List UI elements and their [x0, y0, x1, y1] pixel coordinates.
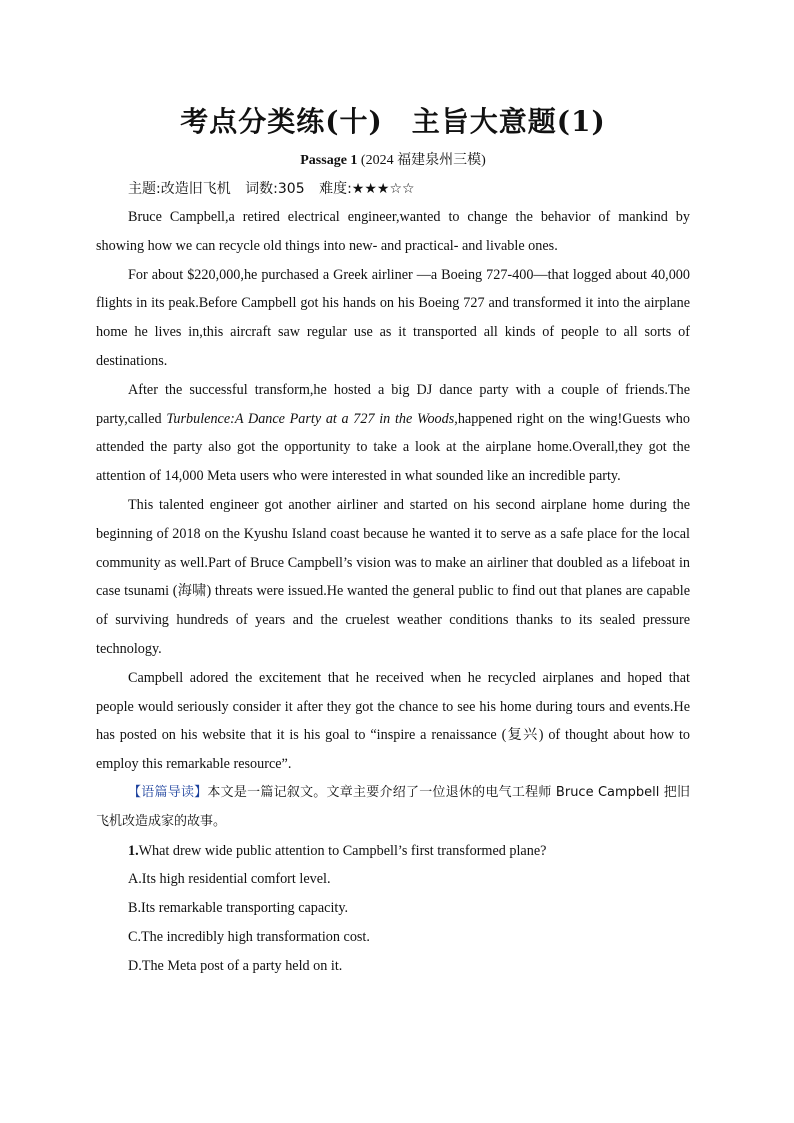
topic-label: 主题:改造旧飞机 — [128, 181, 231, 197]
paragraph-3-before: After the successful transform,he hosted a big DJ dance party with a couple of friends.The party,called — [96, 381, 690, 427]
guide-text: 本文是一篇记叙文。文章主要介绍了一位退休的电气工程师 Bruce Campbell 把旧飞机改造成家的故事。 — [96, 784, 690, 829]
option-a[interactable]: A.Its high residential comfort level. — [128, 871, 331, 888]
passage-label: Passage 1 — [300, 153, 358, 168]
party-name: Turbulence:A Dance Party at a 727 in the Woods — [166, 410, 455, 427]
passage-heading — [96, 149, 690, 169]
passage-meta — [128, 178, 425, 198]
passage-source: (2024 福建泉州三模) — [357, 153, 486, 168]
question-number: 1. — [128, 842, 139, 859]
paragraph-5: Campbell adored the excitement that he received when he recycled airplanes and hoped that people would seriously consider it after they got the chance to see his home during tours and events.He has posted on his website that it is his goal to “inspire a renaissance (复兴) of thought about how to employ this remarkable resource”. — [96, 669, 690, 773]
paragraph-1: Bruce Campbell,a retired electrical engineer,wanted to change the behavior of mankind by showing how we can recycle old things into new- and practical- and livable ones. — [96, 209, 690, 254]
paragraph-4: This talented engineer got another airliner and started on his second airplane home during the beginning of 2018 on the Kyushu Island coast because he wanted it to serve as a safe place for the local community as well.Part of Bruce Campbell’s vision was to make an airliner that doubled as a lifeboat in case tsunami (海啸) threats were issued.He wanted the general public to find out that planes are capable of surviving hundreds of years and the cruelest weather conditions thanks to its sealed pressure technology. — [96, 496, 690, 657]
question-1 — [96, 837, 690, 866]
paragraph-2: For about $220,000,he purchased a Greek airliner —a Boeing 727-400—that logged about 40,000 flights in its peak.Before Campbell got his hands on his Boeing 727 and transformed it into the airplane home he lives in,this aircraft saw regular use as it transported all kinds of people to all sorts of destinations. — [96, 266, 690, 369]
difficulty-rating: 难度:★★★☆☆ — [319, 181, 415, 197]
guide-tag: 【语篇导读】 — [128, 784, 208, 800]
passage-body — [96, 203, 690, 981]
word-count: 词数:305 — [245, 181, 305, 197]
question-text: What drew wide public attention to Campbell’s first transformed plane? — [138, 842, 547, 859]
option-b[interactable]: B.Its remarkable transporting capacity. — [128, 900, 349, 917]
paragraph-3 — [96, 376, 690, 491]
option-c[interactable]: C.The incredibly high transformation cost. — [128, 928, 370, 945]
paragraph-3-after: ,happened right on the wing!Guests who attended the party also got the opportunity to take a look at the airplane home.Overall,they got the attention of 14,000 Meta users who were interested in what sounded like an incredible party. — [96, 410, 690, 485]
option-d[interactable]: D.The Meta post of a party held on it. — [128, 957, 343, 974]
page-title: 考点分类练(十) 主旨大意题(1) — [180, 105, 606, 138]
reading-guide — [96, 779, 690, 837]
